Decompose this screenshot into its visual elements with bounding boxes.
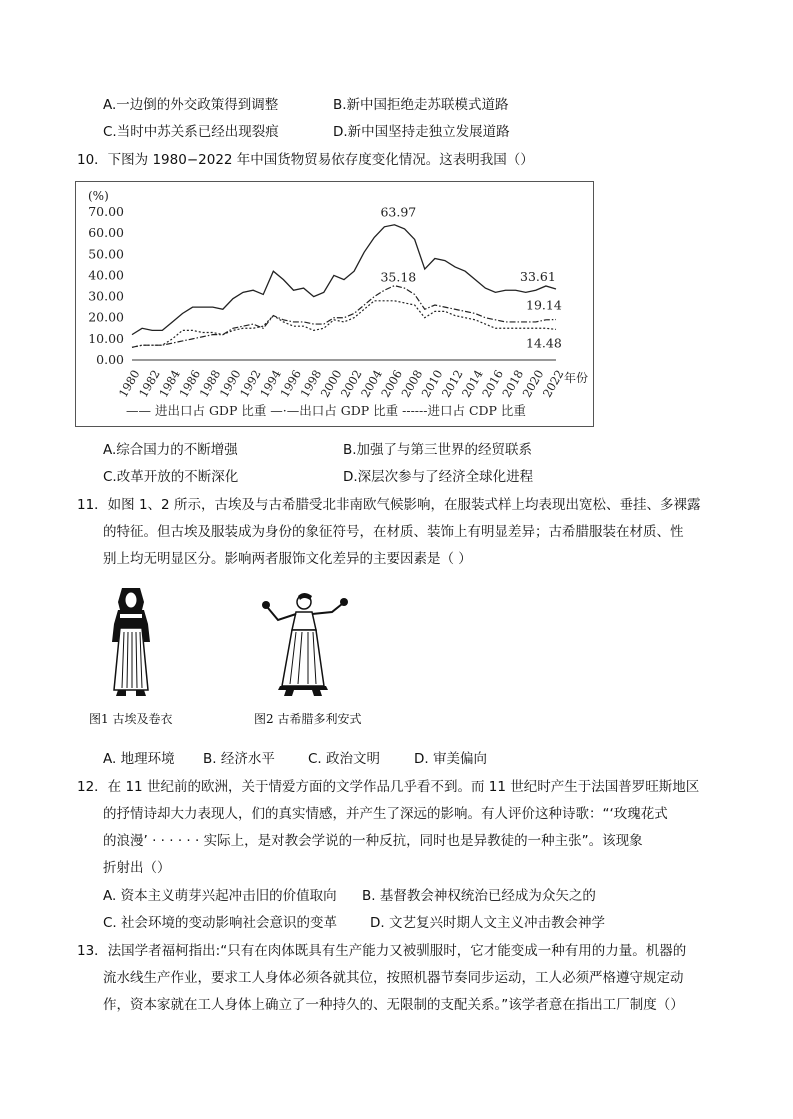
x-tick-label: 2022 [539, 367, 567, 400]
q11-option-a: A. 地理环境 [103, 751, 175, 767]
x-tick-label: 1992 [236, 367, 264, 400]
x-tick-label: 2016 [479, 367, 506, 400]
x-tick-label: 1980 [115, 367, 143, 400]
q9-option-c: C.当时中苏关系已经出现裂痕 [103, 124, 279, 140]
greek-doric-figure [258, 590, 350, 700]
x-tick-label: 1990 [216, 367, 244, 400]
q10-option-b: B.加强了与第三世界的经贸联系 [343, 442, 533, 458]
y-tick-label: 40.00 [88, 267, 124, 283]
x-tick-label: 2004 [358, 367, 385, 400]
q11-option-d: D. 审美偏向 [414, 751, 487, 767]
x-tick-label: 2018 [499, 367, 527, 400]
figure-1-caption: 图1 古埃及卷衣 [89, 712, 173, 726]
q12-line-3: 的浪漫’ · · · · · · 实际上，是对教会学说的一种反抗，同时也是异教徒的一种主张”。该现象 [103, 833, 643, 849]
trade-dependency-chart [75, 181, 594, 427]
q12-option-d: D. 文艺复兴时期人文主义冲击教会神学 [370, 915, 605, 931]
label-end-total: 33.61 [520, 268, 556, 284]
label-end-import: 14.48 [526, 335, 562, 351]
q10-stem: 10．下图为 1980−2022 年中国货物贸易依存度变化情况。这表明我国（） [77, 152, 534, 168]
x-tick-label: 1996 [277, 367, 305, 400]
q13-line-1: 13．法国学者福柯指出:“只有在肉体既具有生产能力又被驯服时，它才能变成一种有用的力量。机器的 [77, 943, 687, 959]
q11-line-1: 11．如图 1、2 所示，古埃及与古希腊受北非南欧气候影响，在服装式样上均表现出宽松、垂挂、多裸露 [77, 497, 701, 513]
y-tick-label: 0.00 [96, 352, 124, 367]
x-tick-label: 1994 [257, 367, 284, 400]
label-end-export: 19.14 [526, 297, 562, 313]
q12-option-a: A. 资本主义萌芽兴起冲击旧的价值取向 [103, 888, 337, 904]
q9-option-a: A.一边倒的外交政策得到调整 [103, 97, 279, 113]
x-tick-label: 1998 [297, 367, 325, 400]
x-axis-label: 年份 [564, 371, 589, 385]
chart-legend: —— 进出口占 GDP 比重 —·—出口占 GDP 比重 ------进口占 CDP 比重 [126, 403, 526, 418]
q10-option-c: C.改革开放的不断深化 [103, 469, 239, 485]
label-peak-export: 35.18 [380, 269, 417, 285]
y-tick-label: 70.00 [88, 204, 124, 219]
q12-option-c: C. 社会环境的变动影响社会意识的变革 [103, 915, 338, 931]
x-tick-label: 2010 [418, 367, 446, 400]
q12-line-2: 的抒情诗却大力表现人，们的真实情感，并产生了深远的影响。有人评价这种诗歌：“‘玫瑰花式 [103, 806, 668, 822]
x-tick-label: 2012 [438, 367, 466, 400]
q13-line-3: 作，资本家就在工人身体上确立了一种持久的、无限制的支配关系。”该学者意在指出工厂制度（） [103, 997, 684, 1013]
y-axis-unit: (%) [88, 189, 109, 203]
x-tick-label: 2008 [398, 367, 426, 400]
y-tick-label: 20.00 [88, 309, 124, 325]
y-tick-label: 50.00 [88, 246, 124, 262]
q11-option-c: C. 政治文明 [308, 751, 381, 767]
x-tick-label: 2006 [378, 367, 406, 400]
x-tick-label: 2002 [337, 367, 365, 400]
x-tick-label: 1988 [196, 367, 224, 400]
series-line-1 [132, 225, 556, 335]
q13-line-2: 流水线生产作业，要求工人身体必须各就其位，按照机器节奏同步运动，工人必须严格遵守规定动 [103, 970, 684, 986]
x-tick-label: 1982 [135, 367, 163, 400]
chart-svg [76, 182, 593, 426]
egyptian-robe-figure [104, 584, 158, 700]
q11-line-2: 的特征。但古埃及服装成为身份的象征符号，在材质、装饰上有明显差异；古希腊服装在材质、性 [103, 524, 684, 540]
x-tick-label: 2020 [519, 367, 547, 400]
q11-option-b: B. 经济水平 [203, 751, 275, 767]
figure-2-caption: 图2 古希腊多利安式 [254, 712, 362, 726]
y-tick-label: 30.00 [88, 288, 124, 304]
x-tick-label: 1986 [176, 367, 204, 400]
q12-line-4: 折射出（） [103, 860, 171, 876]
q9-option-d: D.新中国坚持走独立发展道路 [333, 124, 510, 140]
y-tick-label: 60.00 [88, 225, 124, 241]
x-tick-label: 2014 [459, 367, 486, 400]
y-tick-label: 10.00 [88, 330, 124, 346]
label-peak-total: 63.97 [380, 204, 417, 220]
q12-option-b: B. 基督教会神权统治已经成为众矢之的 [362, 888, 596, 904]
q9-option-b: B.新中国拒绝走苏联模式道路 [333, 97, 509, 113]
q10-option-a: A.综合国力的不断增强 [103, 442, 238, 458]
q11-line-3: 别上均无明显区分。影响两者服饰文化差异的主要因素是（ ） [103, 551, 472, 567]
x-tick-label: 1984 [156, 367, 183, 400]
x-tick-label: 2000 [317, 367, 345, 400]
q12-line-1: 12．在 11 世纪前的欧洲，关于情爱方面的文学作品几乎看不到。而 11 世纪时产生于法国普罗旺斯地区 [77, 779, 700, 795]
q10-option-d: D.深层次参与了经济全球化进程 [343, 469, 534, 485]
series-line-2 [132, 286, 556, 348]
